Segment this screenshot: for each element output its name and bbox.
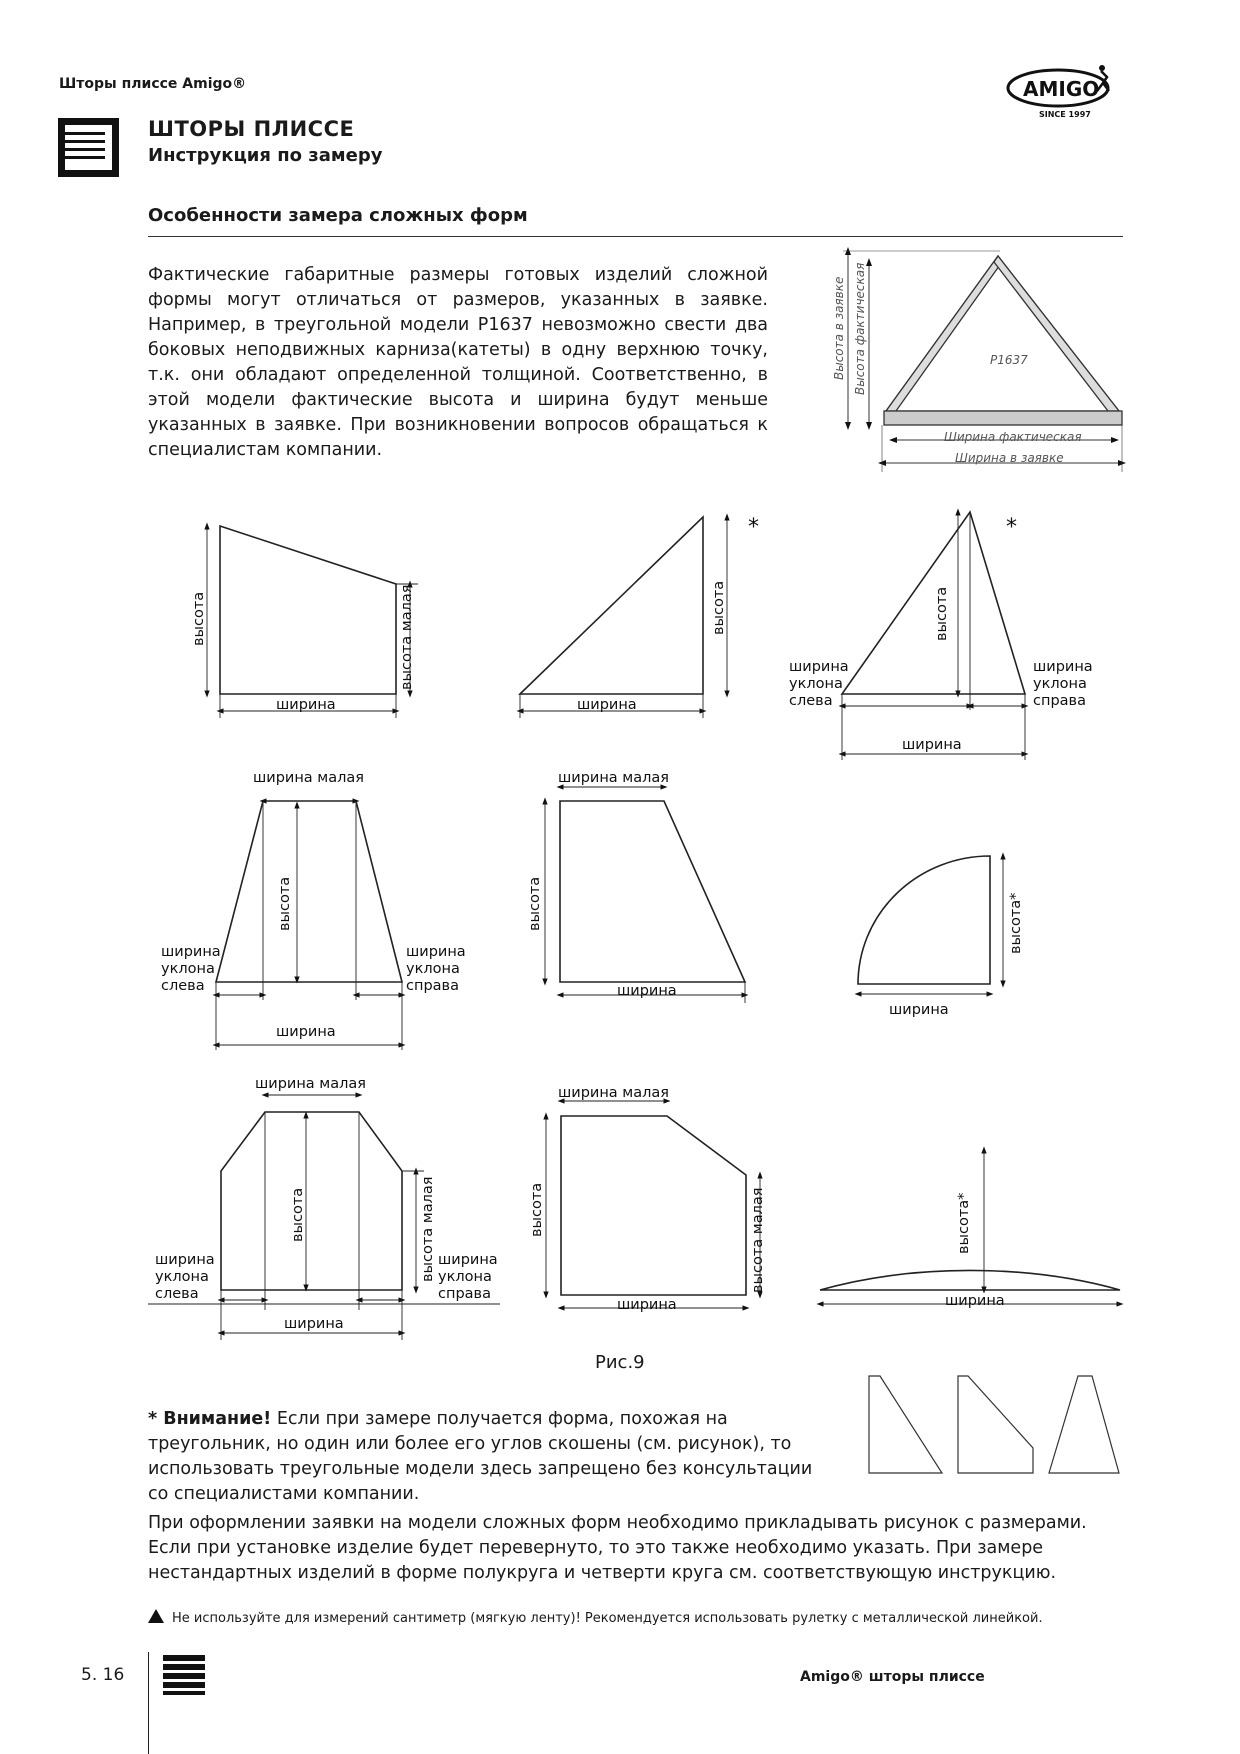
brand-label: Шторы плиссе Amigo® bbox=[59, 76, 247, 92]
warning-icon bbox=[148, 1609, 164, 1623]
asterisk: * bbox=[748, 515, 759, 540]
label-width: ширина bbox=[276, 697, 336, 713]
slope-right-3: справа bbox=[406, 978, 459, 994]
p1637-label: Р1637 bbox=[990, 353, 1028, 367]
slope-left-1: ширина bbox=[161, 944, 221, 960]
page-subtitle: Инструкция по замеру bbox=[148, 145, 383, 166]
label-height: высота bbox=[529, 1182, 545, 1237]
slope-left-3: слева bbox=[789, 693, 833, 709]
label-height-star: высота* bbox=[956, 1192, 972, 1254]
footer-blinds-icon bbox=[163, 1655, 205, 1695]
attention-bold: * Внимание! bbox=[148, 1409, 272, 1429]
label-width: ширина bbox=[617, 1297, 677, 1313]
slope-left-1: ширина bbox=[155, 1252, 215, 1268]
slope-right-3: справа bbox=[1033, 693, 1086, 709]
slope-right-2: уклона bbox=[1033, 676, 1087, 692]
height-order-label: Высота в заявке bbox=[832, 276, 846, 380]
label-width-small: ширина малая bbox=[558, 1085, 669, 1101]
warning-text: Не используйте для измерений сантиметр (мягкую ленту)! Рекомендуется использовать рулетку с металлической линейкой. bbox=[172, 1611, 1043, 1626]
label-height: высота bbox=[277, 876, 293, 931]
label-height: высота bbox=[191, 591, 207, 646]
footer-divider bbox=[148, 1652, 149, 1754]
label-height: высота bbox=[934, 586, 950, 641]
warning-line bbox=[148, 1609, 1043, 1626]
slope-left-3: слева bbox=[161, 978, 205, 994]
slope-left-2: уклона bbox=[155, 1269, 209, 1285]
skewed-triangle-examples bbox=[869, 1376, 1119, 1473]
label-width: ширина bbox=[284, 1316, 344, 1332]
figure-caption: Рис.9 bbox=[595, 1352, 645, 1373]
slope-right-2: уклона bbox=[438, 1269, 492, 1285]
label-width-small: ширина малая bbox=[558, 770, 669, 786]
slope-right-1: ширина bbox=[406, 944, 466, 960]
attention-text: Если при замере получается форма, похожая на треугольник, но один или более его углов скошены (см. рисунок), то использовать треугольные модели здесь запрещено без консультации со специалистами компании. bbox=[148, 1409, 813, 1504]
label-height: высота bbox=[711, 580, 727, 635]
label-height: высота bbox=[290, 1187, 306, 1242]
order-paragraph: При оформлении заявки на модели сложных форм необходимо прикладывать рисунок с размерами. Если при установке изделие будет перевернуто, то это также необходимо указать. При замере нестандартных изделий в форме полукруга и четверти круга см. соответствующую инструкцию. bbox=[148, 1513, 1087, 1583]
slope-right-2: уклона bbox=[406, 961, 460, 977]
label-height-star: высота* bbox=[1008, 892, 1024, 954]
slope-right-3: справа bbox=[438, 1286, 491, 1302]
label-height-small: высота малая bbox=[750, 1187, 766, 1293]
attention-note bbox=[148, 1407, 828, 1507]
slope-right-1: ширина bbox=[438, 1252, 498, 1268]
height-actual-label: Высота фактическая bbox=[853, 262, 867, 395]
label-height-small: высота малая bbox=[420, 1176, 436, 1282]
slope-left-1: ширина bbox=[789, 659, 849, 675]
label-width: ширина bbox=[889, 1002, 949, 1018]
label-width-small: ширина малая bbox=[253, 770, 364, 786]
page-title: ШТОРЫ ПЛИССЕ bbox=[148, 117, 355, 141]
label-width: ширина bbox=[276, 1024, 336, 1040]
label-width: ширина bbox=[577, 697, 637, 713]
label-height: высота bbox=[527, 876, 543, 931]
footer-brand: Amigo® шторы плиссе bbox=[800, 1669, 985, 1685]
logo-since: SINCE 1997 bbox=[1039, 110, 1091, 119]
page-number: 5. 16 bbox=[81, 1665, 125, 1685]
asterisk: * bbox=[1006, 515, 1017, 540]
section-title: Особенности замера сложных форм bbox=[148, 205, 528, 226]
intro-paragraph: Фактические габаритные размеры готовых изделий сложной формы могут отличаться от размеров, указанных в заявке. Например, в треугольной модели Р1637 невозможно свести два боковых неподвижных карниза(катеты) в одну верхнюю точку, т.к. они обладают определенной толщиной. Соответственно, в этой модели фактические высота и ширина будут меньше указанных в заявке. При возникновении вопросов обращаться к специалистам компании. bbox=[148, 265, 768, 460]
slope-left-2: уклона bbox=[789, 676, 843, 692]
label-width: ширина bbox=[617, 983, 677, 999]
label-width: ширина bbox=[902, 737, 962, 753]
width-actual-label: Ширина фактическая bbox=[944, 430, 1082, 444]
label-width: ширина bbox=[945, 1293, 1005, 1309]
logo-text: AMIGO bbox=[1023, 77, 1100, 101]
slope-left-2: уклона bbox=[161, 961, 215, 977]
width-order-label: Ширина в заявке bbox=[955, 451, 1064, 465]
label-height-small: высота малая bbox=[399, 584, 415, 690]
slope-right-1: ширина bbox=[1033, 659, 1093, 675]
slope-left-3: слева bbox=[155, 1286, 199, 1302]
label-width-small: ширина малая bbox=[255, 1076, 366, 1092]
